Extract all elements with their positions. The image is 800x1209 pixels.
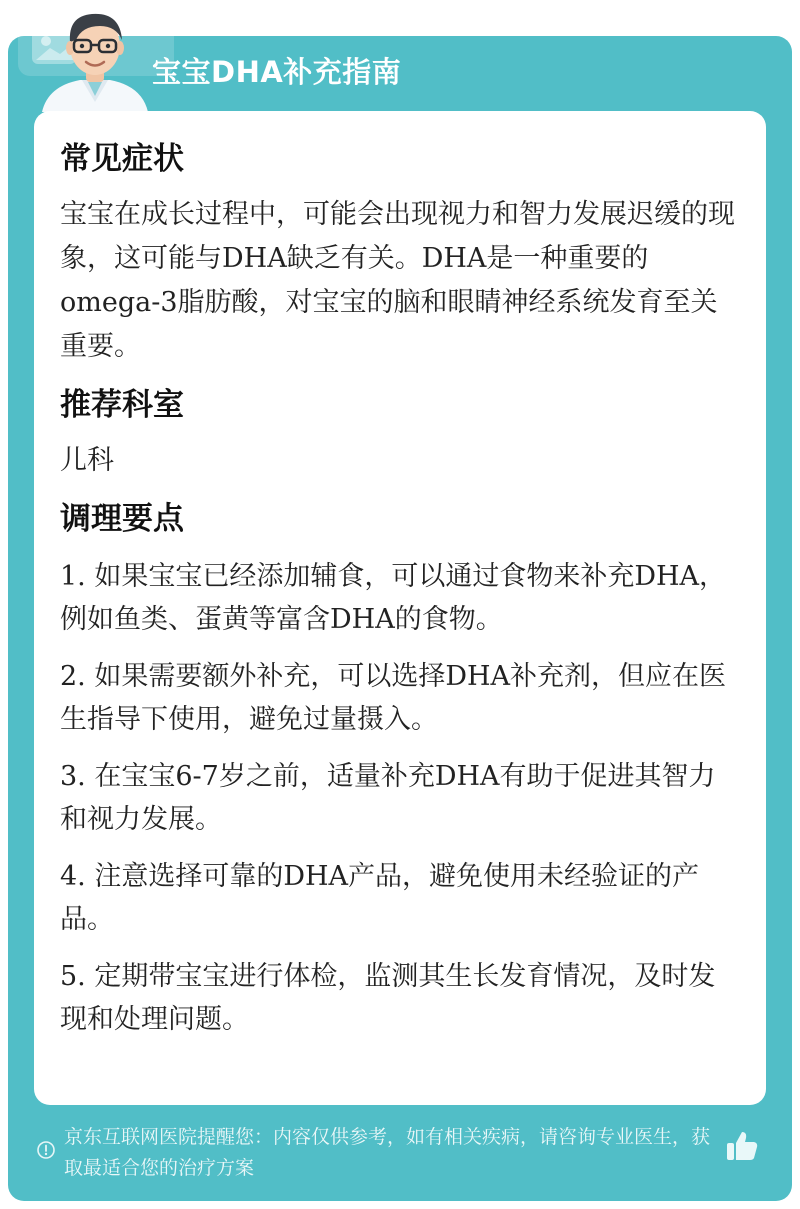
symptoms-text: 宝宝在成长过程中，可能会出现视力和智力发展迟缓的现象，这可能与DHA缺乏有关。DHA是一种重要的omega-3脂肪酸，对宝宝的脑和眼睛神经系统发育至关重要。 [60, 199, 735, 362]
page-title: 宝宝DHA补充指南 [152, 55, 402, 89]
thumbs-up-icon[interactable] [724, 1128, 760, 1164]
care-list [60, 555, 740, 1041]
symptoms-heading: 常见症状 [60, 141, 184, 177]
list-item: 4. 注意选择可靠的DHA产品，避免使用未经验证的产品。 [60, 861, 700, 935]
list-item: 5. 定期带宝宝进行体检，监测其生长发育情况，及时发现和处理问题。 [60, 961, 716, 1035]
disclaimer-text: 京东互联网医院提醒您：内容仅供参考，如有相关疾病，请咨询专业医生，获取最适合您的治疗方案 [64, 1126, 711, 1179]
content-card [34, 111, 766, 1105]
care-heading: 调理要点 [60, 501, 184, 537]
list-item: 3. 在宝宝6-7岁之前，适量补充DHA有助于促进其智力和视力发展。 [60, 761, 716, 835]
department-text: 儿科 [60, 445, 114, 476]
department-heading: 推荐科室 [60, 387, 184, 423]
list-item: 2. 如果需要额外补充，可以选择DHA补充剂，但应在医生指导下使用，避免过量摄入。 [60, 661, 727, 735]
list-item: 1. 如果宝宝已经添加辅食，可以通过食物来补充DHA，例如鱼类、蛋黄等富含DHA的食物。 [60, 561, 727, 635]
doctor-avatar-icon [30, 6, 160, 112]
